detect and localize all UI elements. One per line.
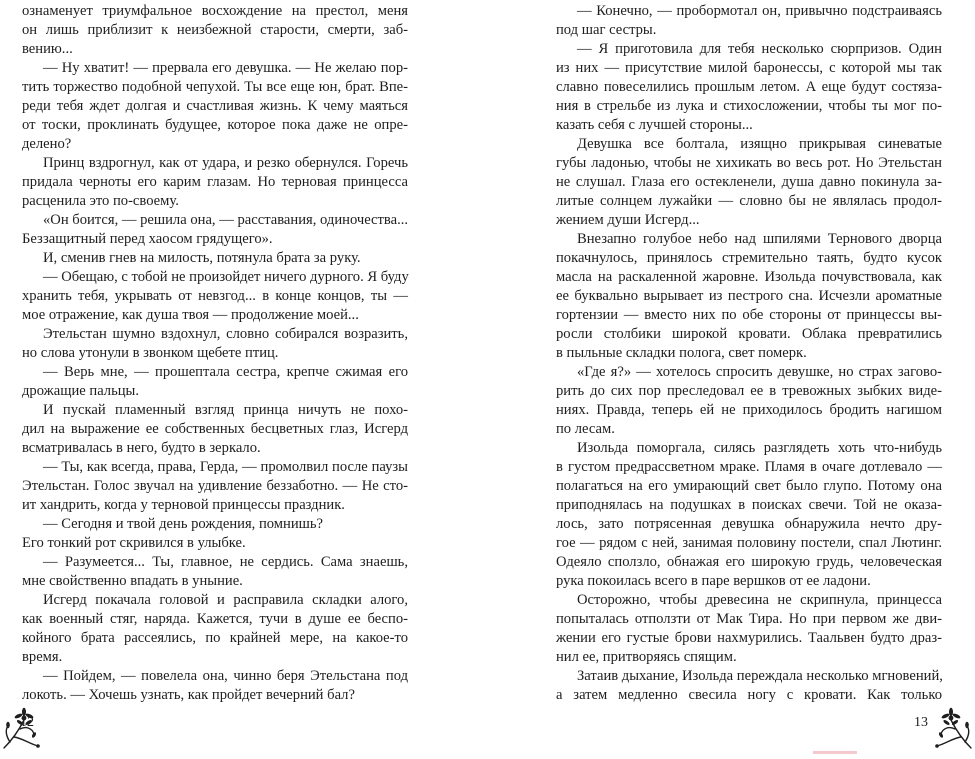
page-number: 12 — [20, 715, 34, 730]
right-page — [488, 0, 975, 759]
text-line: в пыльные складки полога, свет померк. — [556, 345, 807, 361]
text-line: попыталась отползти от Мак Тира. Но при первом же дви- — [556, 611, 942, 627]
text-line: дил на выражение ее собственных бесцветных глаз, Исгерд — [22, 421, 408, 437]
text-line: расценила это по-своему. — [22, 193, 179, 209]
text-line: Его тонкий рот скривился в улыбке. — [22, 535, 246, 551]
left-page — [0, 0, 487, 759]
text-line: гое — рядом с ней, занимая половину постели, спал Лютинг. — [556, 535, 942, 551]
text-line: — Сегодня и твой день рождения, помнишь? — [43, 516, 324, 532]
page-number: 13 — [914, 715, 928, 730]
text-line: «Где я?» — хотелось спросить девушке, но страх загово- — [577, 364, 942, 380]
text-line: хранить тебя, укрывать от невзгод... в конце концов, ты — — [22, 288, 408, 304]
text-line: Затаив дыхание, Изольда переждала несколько мгновений, — [577, 668, 943, 684]
text-line: придала черноты его карим глазам. Но терновая принцесса — [22, 174, 408, 190]
text-line: росли столбики широкой кровати. Облака превратились — [556, 326, 942, 342]
text-line: мне свойственно впадать в уныние. — [22, 573, 243, 589]
text-line: ознаменует триумфальное восхождение на престол, меня — [22, 3, 408, 19]
text-line: Осторожно, чтобы древесина не скрипнула, принцесса — [577, 592, 942, 608]
text-line: всматривалась в него, будто в зеркало. — [22, 440, 261, 456]
text-line: — Ты, как всегда, права, Герда, — промолвил после паузы — [43, 459, 408, 475]
text-line: — Верь мне, — прошептала сестра, крепче сжимая его — [43, 364, 408, 380]
text-line: — Обещаю, с тобой не произойдет ничего дурного. Я буду — [43, 269, 409, 285]
text-line: Принц вздрогнул, как от удара, и резко обернулся. Горечь — [43, 155, 408, 171]
text-line: под шаг сестры. — [556, 22, 657, 38]
text-line: ниях. Правда, теперь ей не приходилось бродить нагишом — [556, 402, 942, 418]
text-line: ния в стрельбе из лука и стихосложении, чтобы ты мог по- — [556, 98, 942, 114]
text-line: время. — [22, 649, 63, 665]
text-line: Внезапно голубое небо над шпилями Тернового дворца — [577, 231, 942, 247]
text-line: — Конечно, — пробормотал он, привычно подстраиваясь — [577, 3, 942, 19]
text-line: — Я приготовила для тебя несколько сюрпризов. Один — [577, 41, 942, 57]
text-line: жением души Исгерд... — [556, 212, 700, 228]
text-line: но слова утонули в звонком щебете птиц. — [22, 345, 279, 361]
text-line: койного брата рассеялись, по крайней мере, на какое-то — [22, 630, 408, 646]
text-line: Этельстан шумно вздохнул, словно собирался возразить, — [43, 326, 408, 342]
text-line: Исгерд покачала головой и расправила складки алого, — [43, 592, 408, 608]
text-line: дрожащие пальцы. — [22, 383, 140, 399]
text-line: масла на раскаленной жаровне. Изольда почувствовала, как — [556, 269, 942, 285]
right-text-column — [556, 2, 942, 705]
text-line: а затем медленно свесила ногу с кровати. Как только — [556, 687, 942, 703]
text-line: казать себя с лучшей стороны... — [556, 117, 753, 133]
text-line: литые солнцем лужайки — словно бы не являлась продол- — [556, 193, 942, 209]
text-line: он лишь приблизит к неизбежной старости, смерти, заб- — [22, 22, 408, 38]
text-line: лось, зато потрясенная девушка обнаружила нечто дру- — [556, 516, 942, 532]
text-line: из них — присутствие милой баронессы, с которой мы так — [556, 60, 942, 76]
text-line: ит хандрить, когда у терновой принцессы праздник. — [22, 497, 345, 513]
text-line: Беззащитный перед хаосом грядущего». — [22, 231, 273, 247]
text-line: ее буквально вырывает из пестрого сна. Исчезли ароматные — [556, 288, 942, 304]
text-line: — Ну хватит! — прервала его девушка. — Не желаю пор- — [43, 60, 408, 76]
text-line: Девушка все болтала, изящно прикрывая синеватые — [577, 136, 942, 152]
page-edge-mark — [813, 751, 857, 754]
text-line: как военный стяг, наряда. Кажется, тучи в душе ее беспо- — [22, 611, 408, 627]
text-line: славно повеселились прошлым летом. А еще будут состяза- — [556, 79, 942, 95]
text-line: гортензии — вместо них по обе стороны от принцессы вы- — [556, 307, 942, 323]
text-line: в густом предрассветном мраке. Пламя в очаге дотлевало — — [556, 459, 942, 475]
text-line: жении его густые брови нахмурились. Таальвен будто драз- — [556, 630, 942, 646]
text-line: И, сменив гнев на милость, потянула брата за руку. — [43, 250, 361, 266]
text-line: не слушал. Глаза его остекленели, душа давно покинула за- — [556, 174, 942, 190]
text-line: — Пойдем, — повелела она, чинно беря Этельстана под — [43, 668, 408, 684]
text-line: «Он боится, — решила она, — расставания, одиночества... — [43, 212, 409, 228]
text-line: нил ее, притворяясь спящим. — [556, 649, 737, 665]
text-line: Одеяло сползло, обнажая его широкую грудь, человеческая — [556, 554, 942, 570]
text-line: по лесам. — [556, 421, 615, 437]
text-line: от тоски, проклинать будущее, которое пока даже не опре- — [22, 117, 408, 133]
text-line: полагаться на его умирающий свет было глупо. Потому она — [556, 478, 942, 494]
text-line: — Разумеется... Ты, главное, не сердись. Сама знаешь, — [43, 554, 408, 570]
left-text-column — [22, 2, 408, 705]
text-line: покачнулось, принялось стремительно таять, будто кусок — [556, 250, 942, 266]
text-line: губы ладонью, чтобы не хихикать во весь рот. Но Этельстан — [556, 155, 942, 171]
text-line: тить торжество подобной чепухой. Ты все еще юн, брат. Впе- — [22, 79, 408, 95]
text-line: Этельстан. Голос звучал на удивление беззаботно. — Не сто- — [22, 478, 408, 494]
floral-ornament-icon — [931, 704, 975, 752]
text-line: рить до сих пор преследовал ее в тревожных зыбких виде- — [556, 383, 942, 399]
text-line: вению... — [22, 41, 73, 57]
text-line: реди тебя ждет долгая и счастливая жизнь. К чему маяться — [22, 98, 408, 114]
text-line: рука покоилась всего в паре вершков от ее ладони. — [556, 573, 871, 589]
text-line: И пускай пламенный взгляд принца ничуть не похо- — [43, 402, 408, 418]
text-line: локоть. — Хочешь узнать, как пройдет вечерний бал? — [22, 687, 355, 703]
text-line: мое отражение, как душа твоя — продолжение моей... — [22, 307, 359, 323]
text-line: приподнялась на подушках в поисках свечи. Той не оказа- — [556, 497, 942, 513]
text-line: Изольда поморгала, силясь разглядеть хоть что-нибудь — [577, 440, 942, 456]
text-line: делено? — [22, 136, 72, 152]
